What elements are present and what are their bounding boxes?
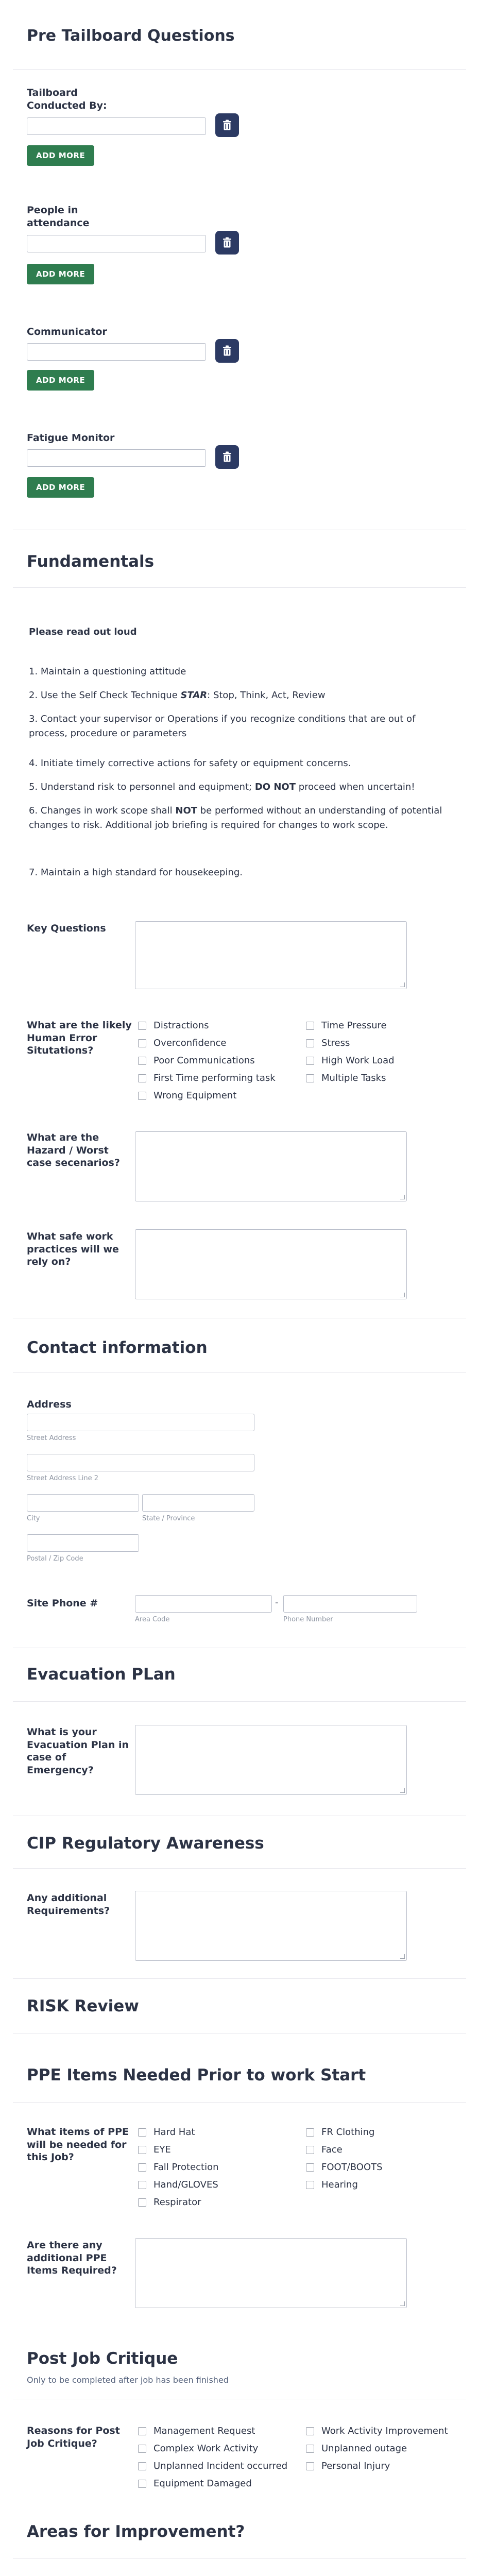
divider: [13, 1978, 466, 1979]
checkbox[interactable]: [306, 2462, 314, 2470]
checkbox[interactable]: [138, 1057, 146, 1065]
checkbox[interactable]: [138, 2445, 146, 2453]
checkbox[interactable]: [306, 1074, 314, 1082]
checkbox-foot-boots[interactable]: FOOT/BOOTS: [306, 2162, 383, 2173]
fundamentals-item: 2. Use the Self Check Technique STAR: Stop, Think, Act, Review: [29, 690, 326, 701]
divider: [13, 587, 466, 588]
postal-input[interactable]: [27, 1534, 139, 1552]
checkbox-hand-gloves[interactable]: Hand/GLOVES: [138, 2179, 218, 2190]
fundamentals-item: 4. Initiate timely corrective actions for safety or equipment concerns.: [29, 758, 351, 769]
checkbox-complex-work[interactable]: Complex Work Activity: [138, 2443, 258, 2454]
evacuation-heading: Evacuation PLan: [27, 1665, 176, 1684]
divider: [13, 2558, 466, 2559]
fundamentals-item: 5. Understand risk to personnel and equipment; DO NOT proceed when uncertain!: [29, 782, 415, 792]
hazard-label: What are the Hazard / Worst case secenarios?: [27, 1132, 120, 1169]
phone-number-input[interactable]: [283, 1595, 417, 1613]
checkbox-multiple-tasks[interactable]: Multiple Tasks: [306, 1073, 386, 1083]
fatigue-monitor-input[interactable]: [27, 449, 206, 467]
address-label: Address: [27, 1399, 72, 1410]
critique-subheading: Only to be completed after job has been finished: [27, 2375, 229, 2385]
ppe-heading: PPE Items Needed Prior to work Start: [27, 2066, 366, 2084]
checkbox[interactable]: [138, 2163, 146, 2172]
improvement-heading: Areas for Improvement?: [27, 2522, 245, 2541]
street-address-sublabel: Street Address: [27, 1434, 76, 1442]
divider: [13, 1868, 466, 1869]
checkbox[interactable]: [138, 2480, 146, 2488]
checkbox-high-work-load[interactable]: High Work Load: [306, 1055, 395, 1066]
key-questions-label: Key Questions: [27, 923, 106, 934]
checkbox[interactable]: [138, 2146, 146, 2154]
group-label-fatigue-monitor: Fatigue Monitor: [27, 432, 115, 444]
checkbox-personal-injury[interactable]: Personal Injury: [306, 2461, 390, 2471]
checkbox[interactable]: [306, 1022, 314, 1030]
group-label-conducted-by: Tailboard Conducted By:: [27, 87, 107, 111]
checkbox-management-request[interactable]: Management Request: [138, 2426, 255, 2436]
phone-number-sublabel: Phone Number: [283, 1616, 333, 1623]
checkbox[interactable]: [138, 2427, 146, 2435]
safe-work-textarea[interactable]: [135, 1229, 407, 1299]
checkbox[interactable]: [306, 2163, 314, 2172]
ppe-additional-label: Are there any additional PPE Items Required?: [27, 2240, 117, 2277]
read-aloud-note: Please read out loud: [29, 626, 137, 637]
checkbox[interactable]: [306, 2181, 314, 2189]
form-title: Pre Tailboard Questions: [27, 27, 235, 45]
critique-label: Reasons for Post Job Critique?: [27, 2425, 120, 2449]
site-phone-label: Site Phone #: [27, 1598, 98, 1609]
delete-row-button[interactable]: [215, 339, 239, 363]
checkbox-hearing[interactable]: Hearing: [306, 2179, 358, 2190]
communicator-input[interactable]: [27, 343, 206, 361]
state-input[interactable]: [142, 1494, 254, 1512]
checkbox-fr-clothing[interactable]: FR Clothing: [306, 2127, 374, 2138]
add-more-button[interactable]: ADD MORE: [27, 264, 94, 284]
checkbox-distractions[interactable]: Distractions: [138, 1020, 209, 1031]
checkbox-hard-hat[interactable]: Hard Hat: [138, 2127, 195, 2138]
fundamentals-heading: Fundamentals: [27, 552, 155, 571]
ppe-label: What items of PPE will be needed for this Job?: [27, 2126, 129, 2163]
phone-dash: -: [275, 1597, 279, 1608]
evacuation-label: What is your Evacuation Plan in case of Emergency?: [27, 1726, 129, 1776]
attendance-input[interactable]: [27, 235, 206, 252]
delete-row-button[interactable]: [215, 445, 239, 469]
street-address-2-input[interactable]: [27, 1454, 254, 1471]
cip-textarea[interactable]: [135, 1891, 407, 1961]
state-sublabel: State / Province: [142, 1515, 195, 1522]
group-label-communicator: Communicator: [27, 326, 107, 337]
city-input[interactable]: [27, 1494, 139, 1512]
checkbox[interactable]: [306, 2445, 314, 2453]
checkbox-wrong-equipment[interactable]: Wrong Equipment: [138, 1090, 236, 1101]
checkbox[interactable]: [138, 1074, 146, 1082]
checkbox[interactable]: [138, 2462, 146, 2470]
postal-sublabel: Postal / Zip Code: [27, 1555, 83, 1563]
checkbox[interactable]: [306, 2427, 314, 2435]
add-more-button[interactable]: ADD MORE: [27, 145, 94, 166]
checkbox-unplanned-outage[interactable]: Unplanned outage: [306, 2443, 407, 2454]
checkbox[interactable]: [306, 1057, 314, 1065]
ppe-additional-textarea[interactable]: [135, 2238, 407, 2308]
checkbox-equipment-damaged[interactable]: Equipment Damaged: [138, 2478, 252, 2489]
area-code-sublabel: Area Code: [135, 1616, 170, 1623]
checkbox[interactable]: [138, 1022, 146, 1030]
divider: [13, 2102, 466, 2103]
divider: [13, 1372, 466, 1373]
fundamentals-item: 3. Contact your supervisor or Operations if you recognize conditions that are out of process, procedure or parameters: [29, 714, 416, 739]
checkbox-first-time[interactable]: First Time performing task: [138, 1073, 276, 1083]
add-more-button[interactable]: ADD MORE: [27, 370, 94, 391]
fundamentals-item: 6. Changes in work scope shall NOT be performed without an understanding of potential changes to risk. Additional job briefing is required for changes to work scope.: [29, 805, 442, 831]
conducted-by-input[interactable]: [27, 117, 206, 135]
checkbox-respirator[interactable]: Respirator: [138, 2197, 201, 2208]
checkbox[interactable]: [306, 1039, 314, 1047]
street-address-input[interactable]: [27, 1414, 254, 1431]
risk-heading: RISK Review: [27, 1997, 139, 2015]
cip-label: Any additional Requirements?: [27, 1892, 110, 1917]
fundamentals-item: 1. Maintain a questioning attitude: [29, 666, 186, 677]
checkbox-stress[interactable]: Stress: [306, 1038, 350, 1048]
group-label-people-attendance: People in attendance: [27, 205, 90, 229]
trash-icon: [222, 345, 232, 357]
fundamentals-item: 7. Maintain a high standard for housekeeping.: [29, 867, 243, 878]
safe-work-label: What safe work practices will we rely on?: [27, 1231, 119, 1268]
delete-row-button[interactable]: [215, 231, 239, 255]
critique-heading: Post Job Critique: [27, 2349, 178, 2368]
human-error-label: What are the likely Human Error Situtations?: [27, 1020, 132, 1057]
checkbox-fall-protection[interactable]: Fall Protection: [138, 2162, 219, 2173]
checkbox-poor-communications[interactable]: Poor Communications: [138, 1055, 255, 1066]
checkbox-time-pressure[interactable]: Time Pressure: [306, 1020, 387, 1031]
checkbox-unplanned-incident[interactable]: Unplanned Incident occurred: [138, 2461, 287, 2471]
cip-heading: CIP Regulatory Awareness: [27, 1834, 264, 1853]
delete-row-button[interactable]: [215, 113, 239, 137]
hazard-textarea[interactable]: [135, 1131, 407, 1201]
checkbox[interactable]: [138, 2128, 146, 2137]
checkbox[interactable]: [138, 1092, 146, 1100]
area-code-input[interactable]: [135, 1595, 272, 1613]
checkbox[interactable]: [138, 2181, 146, 2189]
divider: [13, 1701, 466, 1702]
checkbox-work-activity-improvement[interactable]: Work Activity Improvement: [306, 2426, 448, 2436]
street-address-2-sublabel: Street Address Line 2: [27, 1475, 99, 1482]
trash-icon: [222, 237, 232, 248]
checkbox[interactable]: [306, 2146, 314, 2154]
divider: [13, 69, 466, 70]
trash-icon: [222, 451, 232, 463]
add-more-button[interactable]: ADD MORE: [27, 477, 94, 498]
checkbox[interactable]: [138, 1039, 146, 1047]
checkbox-face[interactable]: Face: [306, 2144, 343, 2155]
checkbox[interactable]: [138, 2198, 146, 2207]
evacuation-textarea[interactable]: [135, 1725, 407, 1795]
checkbox-eye[interactable]: EYE: [138, 2144, 171, 2155]
key-questions-textarea[interactable]: [135, 921, 407, 989]
contact-heading: Contact information: [27, 1338, 208, 1357]
checkbox[interactable]: [306, 2128, 314, 2137]
city-sublabel: City: [27, 1515, 40, 1522]
trash-icon: [222, 120, 232, 131]
checkbox-overconfidence[interactable]: Overconfidence: [138, 1038, 226, 1048]
